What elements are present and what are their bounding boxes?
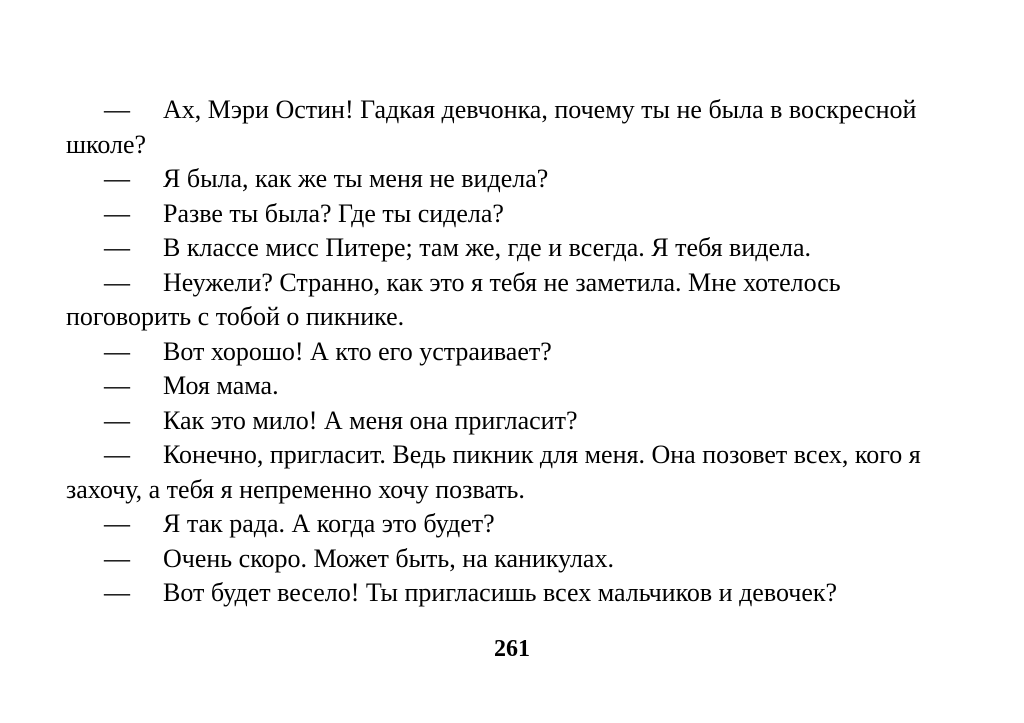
dialogue-dash: — [104, 336, 130, 366]
dialogue-line-6 [66, 335, 966, 370]
dialogue-line-5 [66, 266, 966, 335]
dialogue-dash: — [104, 578, 130, 607]
dialogue-dash: — [104, 95, 130, 124]
dialogue-line-text: Моя мама. [163, 371, 279, 400]
dialogue-dash: — [104, 267, 130, 297]
dialogue-dash: — [104, 405, 130, 435]
dialogue-line-10 [66, 507, 966, 542]
dialogue-dash: — [104, 509, 130, 538]
dialogue-line-9 [66, 438, 966, 507]
dialogue-line-text: Я была, как же ты меня не видела? [163, 164, 549, 193]
dialogue-dash: — [104, 164, 130, 193]
dialogue-line-4 [66, 231, 966, 266]
dialogue-line-11 [66, 542, 966, 577]
page-number: 261 [494, 636, 530, 662]
dialogue-dash: — [104, 198, 130, 228]
dialogue-line-text: Вот хорошо! А кто его устраивает? [163, 336, 552, 366]
dialogue-line-7 [66, 369, 966, 404]
dialogue-dash: — [104, 543, 130, 573]
dialogue-line-12 [66, 576, 966, 611]
dialogue-line-1 [66, 93, 966, 162]
dialogue-line-2 [66, 162, 966, 197]
dialogue-line-text: В классе мисс Питере; там же, где и всегда. Я тебя видела. [163, 233, 812, 262]
dialogue-line-3 [66, 197, 966, 232]
dialogue-line-8 [66, 404, 966, 439]
dialogue-line-text: Я так рада. А когда это будет? [163, 509, 495, 538]
dialogue-dash: — [104, 371, 130, 400]
dialogue-line-text: Неужели? Странно, как это я тебя не заметила. Мне хотелось поговорить с тобой о пикнике. [66, 267, 841, 331]
dialogue-line-text: Вот будет весело! Ты пригласишь всех мальчиков и девочек? [163, 578, 838, 607]
dialogue-line-text: Как это мило! А меня она пригласит? [163, 405, 578, 435]
dialogue-text [66, 93, 966, 611]
dialogue-line-text: Очень скоро. Может быть, на каникулах. [163, 543, 614, 573]
dialogue-line-text: Ах, Мэри Остин! Гадкая девчонка, почему ты не была в воскресной школе? [66, 95, 917, 159]
dialogue-line-text: Конечно, пригласит. Ведь пикник для меня. Она позовет всех, кого я захочу, а тебя я непременно хочу позвать. [66, 440, 921, 504]
dialogue-line-text: Разве ты была? Где ты сидела? [163, 198, 504, 228]
dialogue-dash: — [104, 233, 130, 262]
dialogue-dash: — [104, 440, 130, 469]
